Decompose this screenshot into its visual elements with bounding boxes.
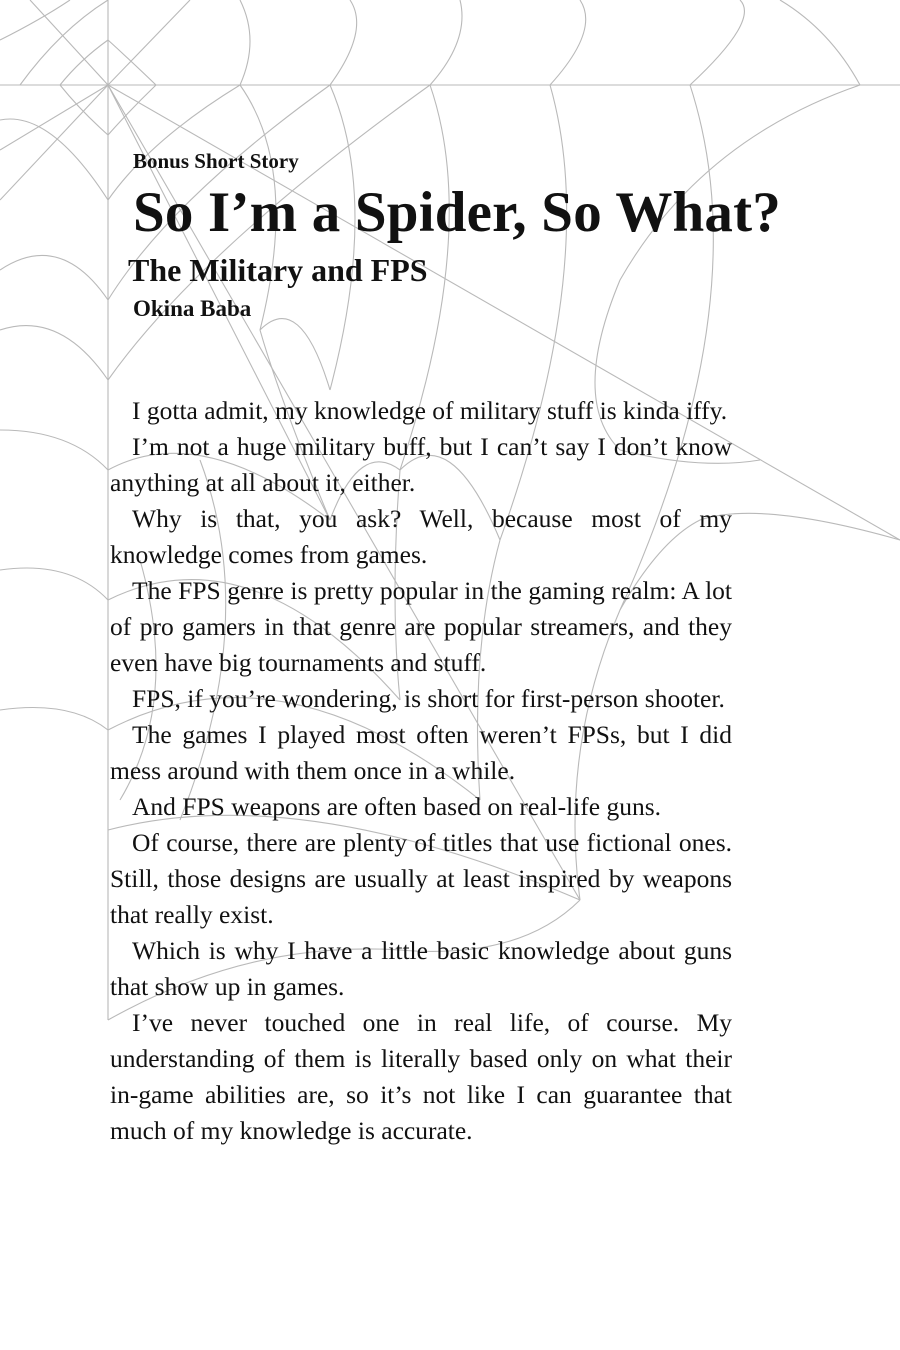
paragraph: I’m not a huge military buff, but I can’t say I don’t know anything at all about it, either. — [110, 432, 732, 497]
paragraph: The FPS genre is pretty popular in the gaming realm: A lot of pro gamers in that genre are popular streamers, and they even have big tournaments and stuff. — [110, 576, 732, 677]
page-title: So I’m a Spider, So What? — [133, 181, 782, 244]
paragraph: The games I played most often weren’t FPSs, but I did mess around with them once in a while. — [110, 720, 732, 785]
story-label: Bonus Short Story — [133, 149, 299, 173]
paragraph: Why is that, you ask? Well, because most of my knowledge comes from games. — [110, 504, 732, 569]
paragraph: And FPS weapons are often based on real-life guns. — [132, 792, 662, 821]
paragraph: Of course, there are plenty of titles that use fictional ones. Still, those designs are usually at least inspired by weapons that really exist. — [110, 828, 732, 929]
paragraph: I gotta admit, my knowledge of military stuff is kinda iffy. — [132, 396, 728, 425]
paragraph: I’ve never touched one in real life, of course. My understanding of them is literally based only on what their in-game abilities are, so it’s not like I can guarantee that much of my knowledge is accurate. — [110, 1008, 732, 1145]
story-body — [110, 393, 732, 1149]
author-name: Okina Baba — [133, 296, 252, 321]
paragraph: Which is why I have a little basic knowledge about guns that show up in games. — [110, 936, 732, 1001]
paragraph: FPS, if you’re wondering, is short for first-person shooter. — [132, 684, 725, 713]
story-subtitle: The Military and FPS — [128, 252, 428, 288]
